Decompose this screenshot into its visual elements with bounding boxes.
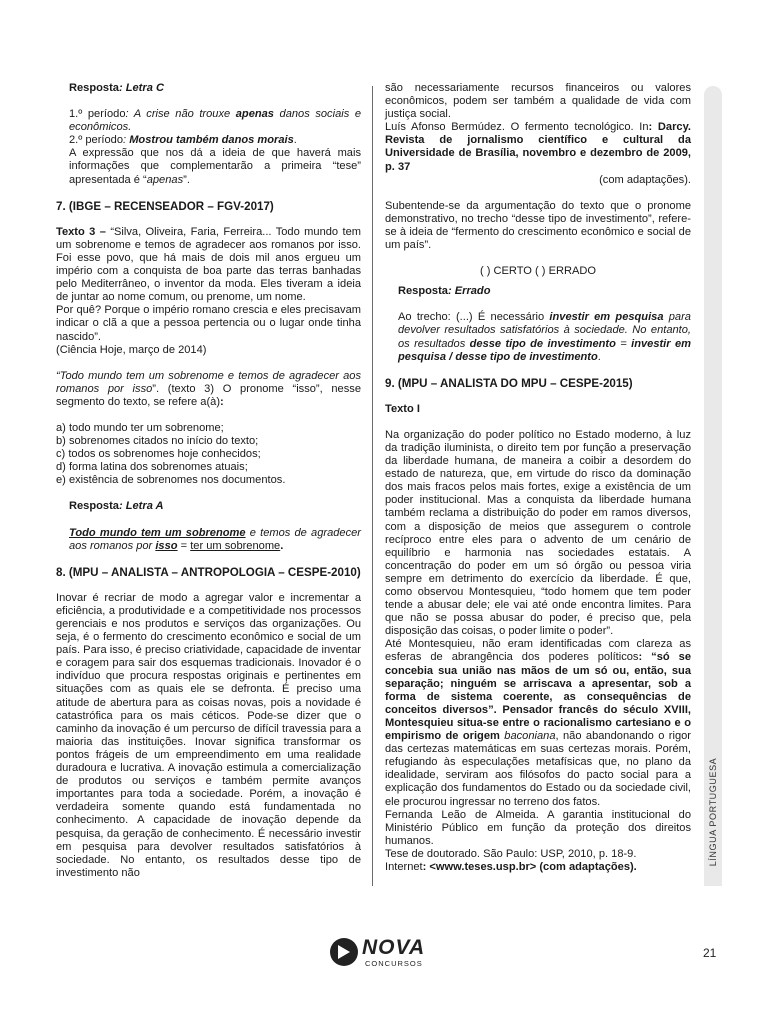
option-c: c) todos os sobrenomes hoje conhecidos; [56,448,261,461]
column-divider [372,86,373,886]
explanation-1: A expressão que nos dá a ideia de que haverá mais informações que complementarão a primeira “tese” apresentada é “apenas”. [69,147,361,186]
text-1-label: Texto I [385,402,420,415]
side-label-container [704,752,722,872]
logo-name: NOVA [362,936,426,959]
left-column [56,82,361,880]
question-8-text: Inovar é recriar de modo a agregar valor e incrementar a eficiência, a produtividade e a competitividade nos processos gerenciais e nos produtos e serviços das organizações. Ou seja, é o fermento do crescimento econômico e social de um país. Para isso, é preciso criatividade, capacidade de inventar e coragem para sair dos esquemas tradicionais. Inovador é o indivíduo que procura respostas originais e pertinentes em situações com as quais ele se defronta. É preciso uma atitude de abertura para as coisas novas, pois a novidade é catastrófica para os mais céticos. Pode-se dizer que o caminho da inovação é um percurso de difícil travessia para a maioria das instituições. Inovar significa transformar os pontos frágeis de um empreendimento em uma realidade duradoura e lucrativa. A inovação estimula a comercialização de produtos ou serviços e também permite avanços importantes para toda a sociedade. Porém, a inovação é verdadeira somente quando está fundamentada no conhecimento. A capacidade de inovação depende da pesquisa, da geração de conhecimento. É necessário investir em pesquisa para devolver resultados satisfatórios à sociedade. No entanto, os resultados desse tipo de investimento não [56,591,361,879]
logo-mark-icon [330,938,358,966]
question-8-source-adapt: (com adaptações). [599,173,691,186]
option-a: a) todo mundo ter um sobrenome; [56,421,224,434]
question-8-heading: 8. (MPU – ANALISTA – ANTROPOLOGIA – CESPE-2010) [56,565,361,579]
section-label: LÍNGUA PORTUGUESA [708,757,718,867]
explanation-2: Todo mundo tem um sobrenome e temos de agradecer aos romanos por isso = ter um sobrenome. [69,526,361,552]
first-period: 1.º período: A crise não trouxe apenas danos sociais e econômicos. [69,108,361,134]
second-period: 2.º período: Mostrou também danos morais. [69,134,297,147]
text-3: Texto 3 – “Silva, Oliveira, Faria, Ferreira... Todo mundo tem um sobrenome e temos de agradecer aos romanos por isso. Foi esse povo, que há mais de dois mil anos ergueu um império com a conquista de boa parte das terras banhadas pelo Mediterrâneo, o inventor da moda. Eles tiveram a ideia de juntar ao nome comum, ou prenome, um nome. [56,225,361,304]
right-column [385,82,691,874]
option-e: e) existência de sobrenomes nos documentos. [56,474,286,487]
section-side-tab [704,86,722,886]
text-1-source-3: Internet: <www.teses.usp.br> (com adaptações). [385,860,637,873]
question-8-stem: Subentende-se da argumentação do texto que o pronome demonstrativo, no trecho “desse tipo de investimento”, refere-se à ideia de “fermento do crescimento econômico e social de um país”. [385,199,691,252]
text-1-source-2: Tese de doutorado. São Paulo: USP, 2010, p. 18-9. [385,847,637,860]
answer-line-1: Resposta: Letra C [69,82,164,94]
question-7-heading: 7. (IBGE – RECENSEADOR – FGV-2017) [56,199,274,213]
logo-subtitle: CONCURSOS [365,959,423,968]
answer-line-3: Resposta: Errado [398,285,491,298]
question-8-source: Luís Afonso Bermúdez. O fermento tecnológico. In: Darcy. Revista de jornalismo científico e cultural da Universidade de Brasília, novembro e dezembro de 2009, p. 37 [385,121,691,173]
text-1-paragraph-2: Até Montesquieu, não eram identificadas com clareza as esferas de abrangência dos poderes políticos: “só se concebia sua união nas mãos de um só ou, então, sua separação; ninguém se arriscava a apresentar, sob a forma de sistema coerente, as consequências de conceitos diversos”. Pensador francês do século XVIII, Montesquieu situa-se entre o racionalismo cartesiano e o empirismo de origem baconiana, não abandonando o rigor das certezas matemáticas em suas certezas morais. Porém, refugiando às especulações metafísicas que, no plano da idealidade, serviram aos filósofos do pacto social para a explicação dos fundamentos do Estado ou da sociedade civil, ele procurou ingressar no terreno dos fatos. [385,638,691,808]
question-9-heading: 9. (MPU – ANALISTA DO MPU – CESPE-2015) [385,376,633,390]
certo-errado-choices: ( ) CERTO ( ) ERRADO [479,265,597,278]
question-7-stem: “Todo mundo tem um sobrenome e temos de agradecer aos romanos por isso”. (texto 3) O pronome “isso”, nesse segmento do texto, se refere a(à): [56,369,361,408]
text-1-paragraph-1: Na organização do poder político no Estado moderno, à luz da tradição iluminista, o direito tem por função a preservação da liberdade humana, de maneira a coibir a desordem do estado de natureza, que, em virtude do risco da dominação dos mais fracos pelos mais fortes, exige a existência de um poder institucional. Mas a conquista da liberdade humana também reclama a distribuição do poder em ramos diversos, com a disposição de meios que assegurem o controle recíproco entre eles para o advento de um cenário de equilíbrio e harmonia nas sociedades estatais. A concentração do poder em um só órgão ou pessoa viria sempre em detrimento do exercício da liberdade. É que, como observou Montesquieu, “todo homem que tem poder tende a abusar dele; ele vai até onde encontra limites. Para que não se possa abusar do poder, é preciso que, pela disposição das coisas, o poder limite o poder”. [385,428,691,638]
text-1-source-1: Fernanda Leão de Almeida. A garantia institucional do Ministério Público em função da proteção dos direitos humanos. [385,808,691,847]
nova-concursos-logo [330,936,440,970]
option-d: d) forma latina dos sobrenomes atuais; [56,461,248,474]
option-b: b) sobrenomes citados no início do texto; [56,435,259,448]
answer-line-2: Resposta: Letra A [69,500,164,513]
question-8-text-cont: são necessariamente recursos financeiros ou valores econômicos, podem ser também a qualidade de vida com justiça social. [385,82,691,121]
explanation-3: Ao trecho: (...) É necessário investir em pesquisa para devolver resultados satisfatórios à sociedade. No entanto, os resultados desse tipo de investimento = investir em pesquisa / desse tipo de investimento. [398,311,691,363]
text-3-source: (Ciência Hoje, março de 2014) [56,343,207,356]
page-number: 21 [703,946,717,960]
text-3-cont: Por quê? Porque o império romano crescia e eles precisavam indicar o clã a que a pessoa pertencia ou o lugar onde tinha nascido”. [56,304,361,343]
